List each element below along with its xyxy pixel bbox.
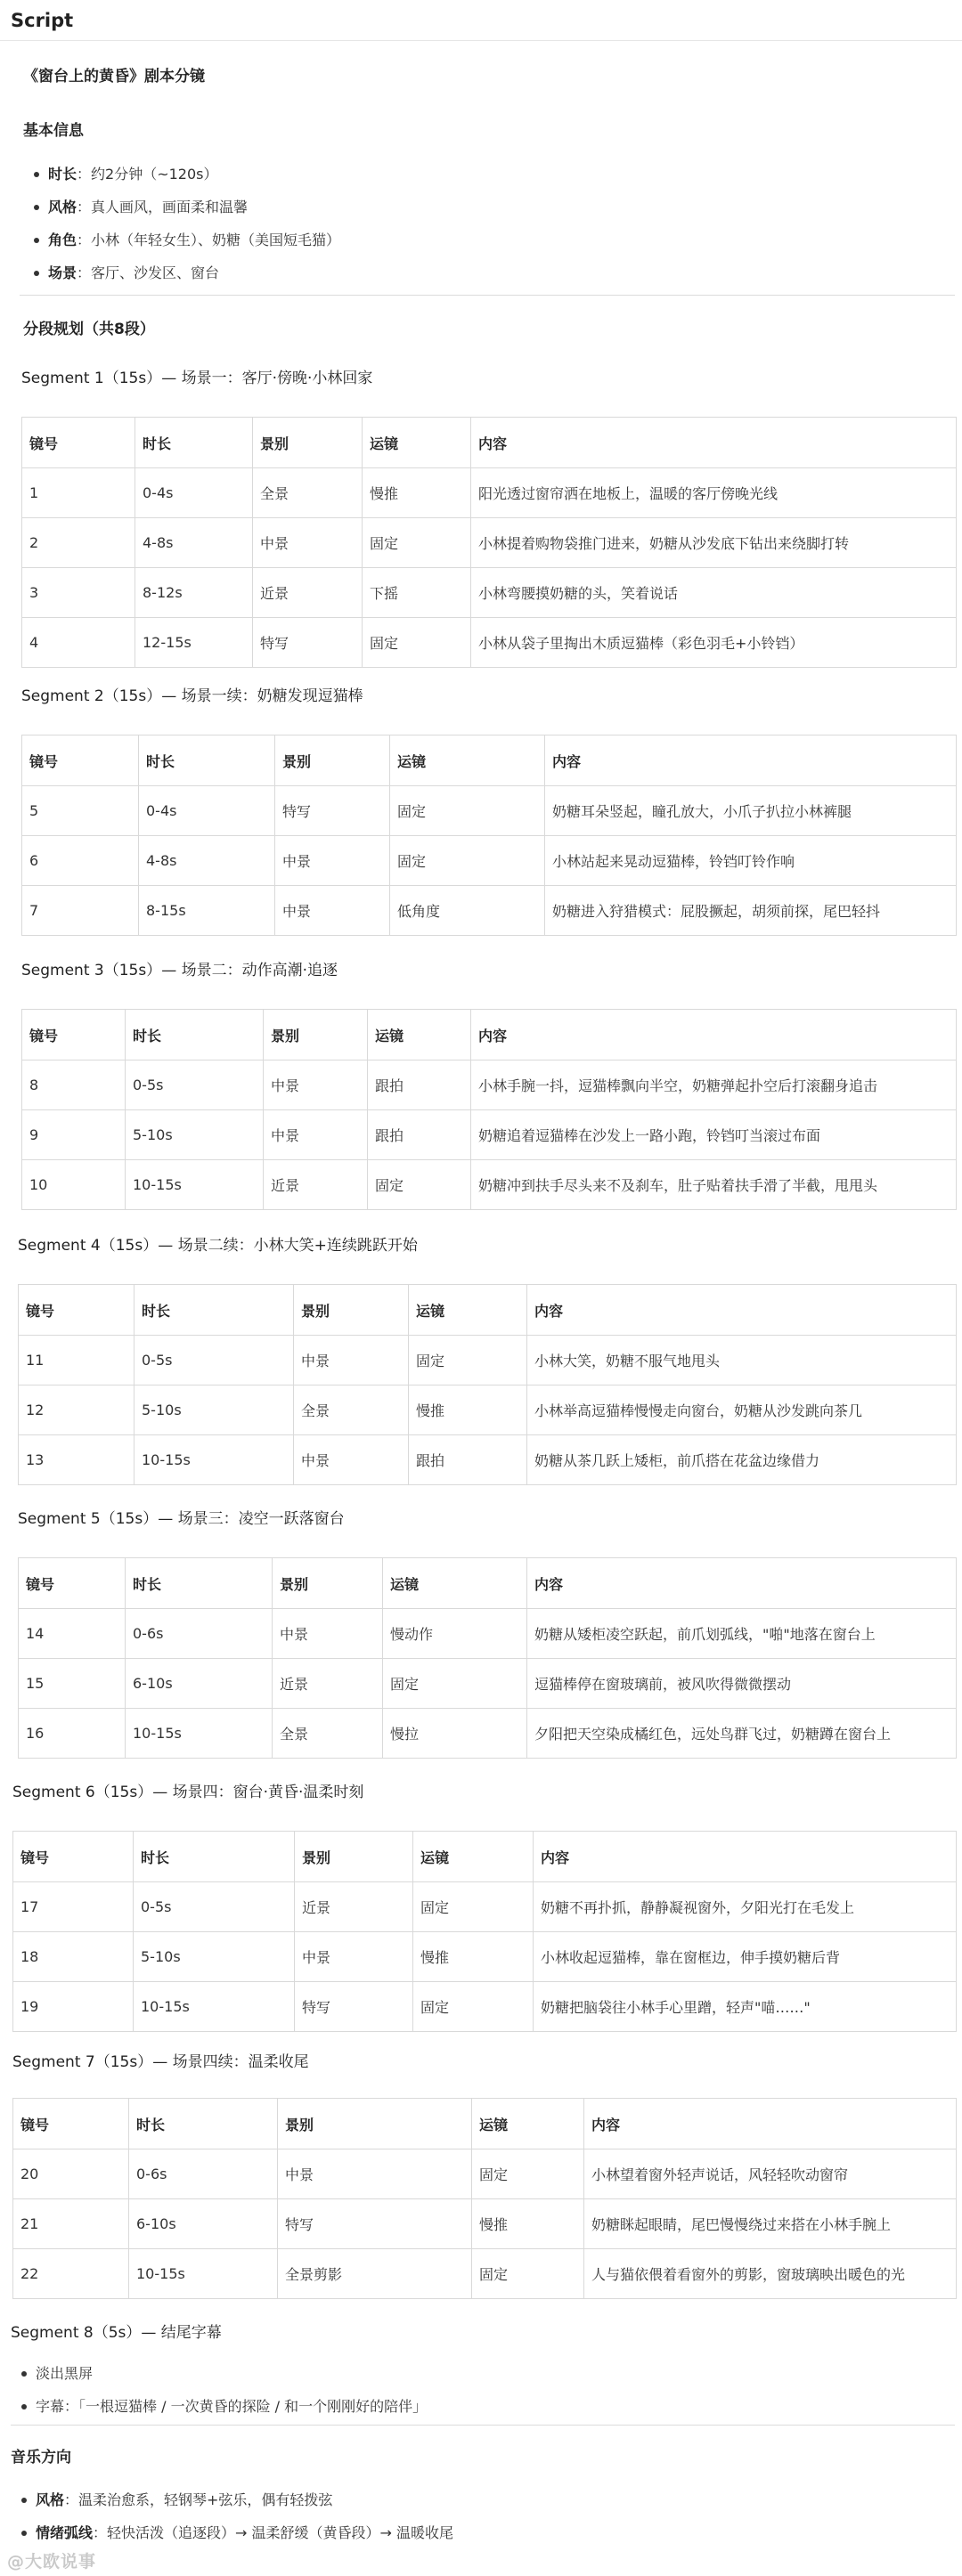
col-header: 景别 <box>275 735 390 786</box>
cell: 0-6s <box>126 1609 273 1659</box>
cell: 奶糖从茶几跃上矮柜，前爪搭在花盆边缘借力 <box>527 1435 957 1485</box>
cell: 5-10s <box>135 1386 294 1435</box>
cell: 5-10s <box>126 1110 264 1160</box>
cell: 中景 <box>275 886 390 936</box>
col-header: 景别 <box>264 1010 368 1060</box>
col-header: 景别 <box>273 1558 383 1609</box>
basic-info-item: 风格：真人画风，画面柔和温馨 <box>23 191 340 223</box>
cell: 中景 <box>278 2149 472 2199</box>
col-header: 镜号 <box>13 1832 134 1882</box>
cell: 小林收起逗猫棒，靠在窗框边，伸手摸奶糖后背 <box>534 1932 957 1982</box>
cell: 固定 <box>383 1659 527 1709</box>
cell: 小林弯腰摸奶糖的头，笑着说话 <box>471 568 957 618</box>
cell: 全景 <box>273 1709 383 1759</box>
cell: 小林举高逗猫棒慢慢走向窗台，奶糖从沙发跳向茶几 <box>527 1386 957 1435</box>
cell: 13 <box>19 1435 135 1485</box>
cell: 4-8s <box>135 518 253 568</box>
cell: 跟拍 <box>368 1060 471 1110</box>
table-row <box>22 618 957 668</box>
col-header: 时长 <box>134 1832 295 1882</box>
cell: 15 <box>19 1659 126 1709</box>
cell: 0-5s <box>126 1060 264 1110</box>
cell: 8-12s <box>135 568 253 618</box>
cell: 跟拍 <box>368 1110 471 1160</box>
cell: 16 <box>19 1709 126 1759</box>
col-header: 内容 <box>471 418 957 468</box>
col-header: 镜号 <box>19 1285 135 1336</box>
col-header: 时长 <box>126 1010 264 1060</box>
col-header: 景别 <box>294 1285 409 1336</box>
watermark: @大欧说事 <box>7 2552 97 2572</box>
table-row <box>19 1386 957 1435</box>
cell: 1 <box>22 468 135 518</box>
cell: 小林手腕一抖，逗猫棒飘向半空，奶糖弹起扑空后打滚翻身追击 <box>471 1060 957 1110</box>
cell: 奶糖进入狩猎模式：屁股撅起，胡须前探，尾巴轻抖 <box>545 886 957 936</box>
table-header-row <box>22 1010 957 1060</box>
cell: 奶糖眯起眼睛，尾巴慢慢绕过来搭在小林手腕上 <box>584 2199 957 2249</box>
cell: 固定 <box>368 1160 471 1210</box>
col-header: 内容 <box>545 735 957 786</box>
cell: 慢推 <box>409 1386 527 1435</box>
plan-heading: 分段规划（共8段） <box>23 321 155 338</box>
basic-info-heading: 基本信息 <box>23 122 84 140</box>
col-header: 镜号 <box>22 1010 126 1060</box>
col-header: 时长 <box>129 2099 278 2149</box>
cell: 小林大笑，奶糖不服气地甩头 <box>527 1336 957 1386</box>
table-row <box>22 518 957 568</box>
divider <box>20 295 955 296</box>
table-header-row <box>22 418 957 468</box>
table-row <box>19 1336 957 1386</box>
cell: 14 <box>19 1609 126 1659</box>
table-row <box>22 1060 957 1110</box>
col-header: 运镜 <box>363 418 471 468</box>
shot-table <box>12 2098 957 2299</box>
table-row <box>22 886 957 936</box>
cell: 特写 <box>253 618 363 668</box>
col-header: 运镜 <box>413 1832 534 1882</box>
table-row <box>19 1609 957 1659</box>
segment-title: Segment 8（5s）— 结尾字幕 <box>11 2324 222 2342</box>
col-header: 运镜 <box>409 1285 527 1336</box>
cell: 阳光透过窗帘洒在地板上，温暖的客厅傍晚光线 <box>471 468 957 518</box>
table-row <box>13 1882 957 1932</box>
table-row <box>22 1160 957 1210</box>
col-header: 景别 <box>278 2099 472 2149</box>
cell: 慢拉 <box>383 1709 527 1759</box>
shot-table <box>18 1284 957 1485</box>
cell: 全景剪影 <box>278 2249 472 2299</box>
cell: 慢推 <box>472 2199 584 2249</box>
table-row <box>19 1659 957 1709</box>
cell: 11 <box>19 1336 135 1386</box>
cell: 4 <box>22 618 135 668</box>
cell: 人与猫依偎着看窗外的剪影，窗玻璃映出暖色的光 <box>584 2249 957 2299</box>
cell: 中景 <box>294 1435 409 1485</box>
segment8-item: 字幕：「一根逗猫棒 / 一次黄昏的探险 / 和一个刚刚好的陪伴」 <box>11 2390 427 2423</box>
basic-info-item: 时长：约2分钟（~120s） <box>23 158 340 191</box>
col-header: 时长 <box>135 1285 294 1336</box>
cell: 夕阳把天空染成橘红色，远处鸟群飞过，奶糖蹲在窗台上 <box>527 1709 957 1759</box>
cell: 17 <box>13 1882 134 1932</box>
cell: 固定 <box>413 1882 534 1932</box>
cell: 慢推 <box>413 1932 534 1982</box>
table-row <box>13 1982 957 2032</box>
table-row <box>22 786 957 836</box>
segment-title: Segment 4（15s）— 场景二续：小林大笑+连续跳跃开始 <box>18 1237 418 1255</box>
cell: 近景 <box>253 568 363 618</box>
col-header: 镜号 <box>13 2099 129 2149</box>
cell: 10-15s <box>135 1435 294 1485</box>
segment-title: Segment 3（15s）— 场景二：动作高潮·追逐 <box>21 962 338 979</box>
cell: 特写 <box>278 2199 472 2249</box>
segment-title: Segment 7（15s）— 场景四续：温柔收尾 <box>12 2053 309 2071</box>
cell: 奶糖耳朵竖起，瞳孔放大，小爪子扒拉小林裤腿 <box>545 786 957 836</box>
cell: 9 <box>22 1110 126 1160</box>
cell: 全景 <box>294 1386 409 1435</box>
col-header: 景别 <box>295 1832 413 1882</box>
cell: 近景 <box>264 1160 368 1210</box>
cell: 中景 <box>264 1110 368 1160</box>
cell: 特写 <box>295 1982 413 2032</box>
music-heading: 音乐方向 <box>11 2449 71 2466</box>
divider <box>11 2425 955 2426</box>
cell: 10-15s <box>126 1709 273 1759</box>
cell: 12-15s <box>135 618 253 668</box>
cell: 3 <box>22 568 135 618</box>
cell: 0-6s <box>129 2149 278 2199</box>
cell: 固定 <box>409 1336 527 1386</box>
cell: 0-5s <box>135 1336 294 1386</box>
basic-info-item: 场景：客厅、沙发区、窗台 <box>23 256 340 289</box>
table-row <box>22 836 957 886</box>
cell: 7 <box>22 886 139 936</box>
segment8-list <box>11 2357 427 2423</box>
cell: 奶糖从矮柜凌空跃起，前爪划弧线，"啪"地落在窗台上 <box>527 1609 957 1659</box>
cell: 12 <box>19 1386 135 1435</box>
shot-table <box>21 417 957 668</box>
table-row <box>22 1110 957 1160</box>
col-header: 时长 <box>126 1558 273 1609</box>
cell: 中景 <box>253 518 363 568</box>
cell: 18 <box>13 1932 134 1982</box>
cell: 10-15s <box>134 1982 295 2032</box>
cell: 固定 <box>413 1982 534 2032</box>
shot-table <box>12 1831 957 2032</box>
music-list <box>11 2483 453 2549</box>
cell: 奶糖追着逗猫棒在沙发上一路小跑，铃铛叮当滚过布面 <box>471 1110 957 1160</box>
cell: 22 <box>13 2249 129 2299</box>
col-header: 内容 <box>534 1832 957 1882</box>
app-header <box>0 0 962 41</box>
shot-table <box>18 1557 957 1759</box>
cell: 5 <box>22 786 139 836</box>
cell: 21 <box>13 2199 129 2249</box>
table-header-row <box>13 1832 957 1882</box>
cell: 8-15s <box>139 886 275 936</box>
table-row <box>13 2249 957 2299</box>
shot-table <box>21 735 957 936</box>
cell: 6-10s <box>126 1659 273 1709</box>
cell: 逗猫棒停在窗玻璃前，被风吹得微微摆动 <box>527 1659 957 1709</box>
col-header: 时长 <box>135 418 253 468</box>
col-header: 运镜 <box>390 735 545 786</box>
col-header: 镜号 <box>22 735 139 786</box>
col-header: 景别 <box>253 418 363 468</box>
cell: 固定 <box>472 2249 584 2299</box>
col-header: 内容 <box>527 1285 957 1336</box>
col-header: 镜号 <box>19 1558 126 1609</box>
col-header: 运镜 <box>383 1558 527 1609</box>
cell: 近景 <box>295 1882 413 1932</box>
cell: 19 <box>13 1982 134 2032</box>
music-item: 情绪弧线：轻快活泼（追逐段）→ 温柔舒缓（黄昏段）→ 温暖收尾 <box>11 2516 453 2549</box>
cell: 近景 <box>273 1659 383 1709</box>
cell: 慢动作 <box>383 1609 527 1659</box>
table-row <box>19 1435 957 1485</box>
cell: 2 <box>22 518 135 568</box>
table-header-row <box>19 1285 957 1336</box>
cell: 奶糖把脑袋往小林手心里蹭，轻声"喵……" <box>534 1982 957 2032</box>
col-header: 镜号 <box>22 418 135 468</box>
cell: 中景 <box>295 1932 413 1982</box>
cell: 小林望着窗外轻声说话，风轻轻吹动窗帘 <box>584 2149 957 2199</box>
cell: 0-5s <box>134 1882 295 1932</box>
table-header-row <box>13 2099 957 2149</box>
app-title: Script <box>11 9 74 31</box>
cell: 6 <box>22 836 139 886</box>
table-header-row <box>19 1558 957 1609</box>
cell: 奶糖冲到扶手尽头来不及刹车，肚子贴着扶手滑了半截，甩甩头 <box>471 1160 957 1210</box>
segment8-item: 淡出黑屏 <box>11 2357 427 2390</box>
col-header: 运镜 <box>368 1010 471 1060</box>
cell: 6-10s <box>129 2199 278 2249</box>
cell: 固定 <box>390 786 545 836</box>
cell: 10-15s <box>126 1160 264 1210</box>
shot-table <box>21 1009 957 1210</box>
cell: 跟拍 <box>409 1435 527 1485</box>
cell: 0-4s <box>139 786 275 836</box>
cell: 中景 <box>273 1609 383 1659</box>
table-row <box>22 468 957 518</box>
doc-title: 《窗台上的黄昏》剧本分镜 <box>23 68 205 85</box>
cell: 小林从袋子里掏出木质逗猫棒（彩色羽毛+小铃铛） <box>471 618 957 668</box>
cell: 10 <box>22 1160 126 1210</box>
table-header-row <box>22 735 957 786</box>
cell: 5-10s <box>134 1932 295 1982</box>
segment-title: Segment 5（15s）— 场景三：凌空一跃落窗台 <box>18 1510 345 1528</box>
basic-info-item: 角色：小林（年轻女生）、奶糖（美国短毛猫） <box>23 223 340 256</box>
cell: 中景 <box>294 1336 409 1386</box>
cell: 0-4s <box>135 468 253 518</box>
cell: 固定 <box>390 836 545 886</box>
cell: 固定 <box>472 2149 584 2199</box>
col-header: 时长 <box>139 735 275 786</box>
col-header: 内容 <box>471 1010 957 1060</box>
col-header: 运镜 <box>472 2099 584 2149</box>
cell: 固定 <box>363 518 471 568</box>
cell: 中景 <box>275 836 390 886</box>
cell: 8 <box>22 1060 126 1110</box>
cell: 小林提着购物袋推门进来，奶糖从沙发底下钻出来绕脚打转 <box>471 518 957 568</box>
table-row <box>13 2199 957 2249</box>
segment-title: Segment 1（15s）— 场景一：客厅·傍晚·小林回家 <box>21 370 373 387</box>
table-row <box>22 568 957 618</box>
cell: 全景 <box>253 468 363 518</box>
col-header: 内容 <box>584 2099 957 2149</box>
cell: 下摇 <box>363 568 471 618</box>
cell: 固定 <box>363 618 471 668</box>
cell: 特写 <box>275 786 390 836</box>
cell: 慢推 <box>363 468 471 518</box>
segment-title: Segment 2（15s）— 场景一续：奶糖发现逗猫棒 <box>21 687 363 705</box>
basic-info-list <box>23 158 340 289</box>
cell: 奶糖不再扑抓，静静凝视窗外，夕阳光打在毛发上 <box>534 1882 957 1932</box>
col-header: 内容 <box>527 1558 957 1609</box>
table-row <box>13 2149 957 2199</box>
segment-title: Segment 6（15s）— 场景四：窗台·黄昏·温柔时刻 <box>12 1784 364 1801</box>
table-row <box>13 1932 957 1982</box>
cell: 20 <box>13 2149 129 2199</box>
cell: 低角度 <box>390 886 545 936</box>
table-row <box>19 1709 957 1759</box>
cell: 4-8s <box>139 836 275 886</box>
cell: 中景 <box>264 1060 368 1110</box>
cell: 10-15s <box>129 2249 278 2299</box>
music-item: 风格：温柔治愈系，轻钢琴+弦乐，偶有轻拨弦 <box>11 2483 453 2516</box>
cell: 小林站起来晃动逗猫棒，铃铛叮铃作响 <box>545 836 957 886</box>
